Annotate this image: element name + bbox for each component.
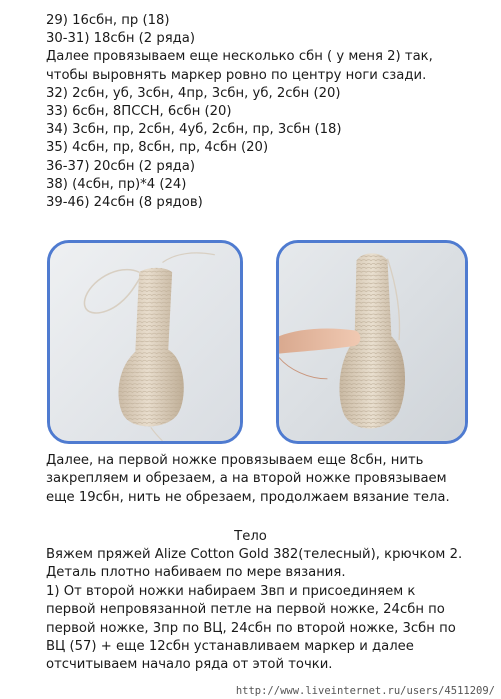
- paragraph-line: еще 19сбн, нить не обрезаем, продолжаем вязание тела.: [46, 489, 450, 505]
- body-line: 1) От второй ножки набираем 3вп и присоединяем к: [46, 583, 416, 599]
- pattern-row: 30-31) 18сбн (2 ряда): [46, 31, 196, 47]
- body-line: Деталь плотно набиваем по мере вязания.: [46, 565, 346, 581]
- leg-photo-right-image: [279, 243, 465, 441]
- watermark-url: http://www.liveinternet.ru/users/4511209/: [235, 685, 495, 697]
- body-line: ВЦ (57) + еще 12сбн устанавливаем маркер и далее: [46, 639, 414, 655]
- pattern-row: 33) 6сбн, 8ПССН, 6сбн (20): [46, 104, 232, 120]
- pattern-row: 29) 16сбн, пр (18): [46, 13, 170, 28]
- leg-photo-left-image: [50, 243, 240, 441]
- crocheted-leg-photo-left: [47, 240, 243, 444]
- body-line: первой ножке, 3пр по ВЦ, 24сбн по второй ножке, 3сбн по: [46, 620, 456, 636]
- pattern-row: Далее провязываем еще несколько сбн ( у меня 2) так,: [46, 49, 433, 65]
- pattern-row: 35) 4сбн, пр, 8сбн, пр, 4сбн (20): [46, 140, 269, 156]
- pattern-row: 39-46) 24сбн (8 рядов): [46, 195, 203, 211]
- body-line: Вяжем пряжей Alize Cotton Gold 382(телесный), крючком 2.: [46, 547, 463, 562]
- photo-row: [47, 240, 467, 444]
- pattern-row: 32) 2сбн, уб, 3сбн, 4пр, 3сбн, уб, 2сбн (20): [46, 85, 341, 101]
- section-title: Тело: [234, 529, 267, 544]
- pattern-row: 36-37) 20сбн (2 ряда): [46, 158, 196, 174]
- body-line: первой непровязанной петле на первой ножке, 24сбн по: [46, 602, 445, 618]
- body-section: [46, 546, 486, 675]
- paragraph-line: закрепляем и обрезаем, а на второй ножке провязываем: [46, 471, 447, 487]
- pattern-row: чтобы выровнять маркер ровно по центру ноги сзади.: [46, 67, 427, 83]
- after-photos-paragraph: [46, 452, 486, 507]
- pattern-rows: [46, 12, 486, 212]
- paragraph-line: Далее, на первой ножке провязываем еще 8сбн, нить: [46, 453, 424, 468]
- crocheted-leg-photo-right: [276, 240, 468, 444]
- pattern-row: 38) (4сбн, пр)*4 (24): [46, 176, 187, 192]
- body-line: отсчитываем начало ряда от этой точки.: [46, 657, 333, 673]
- pattern-row: 34) 3сбн, пр, 2сбн, 4уб, 2сбн, пр, 3сбн (18): [46, 122, 342, 138]
